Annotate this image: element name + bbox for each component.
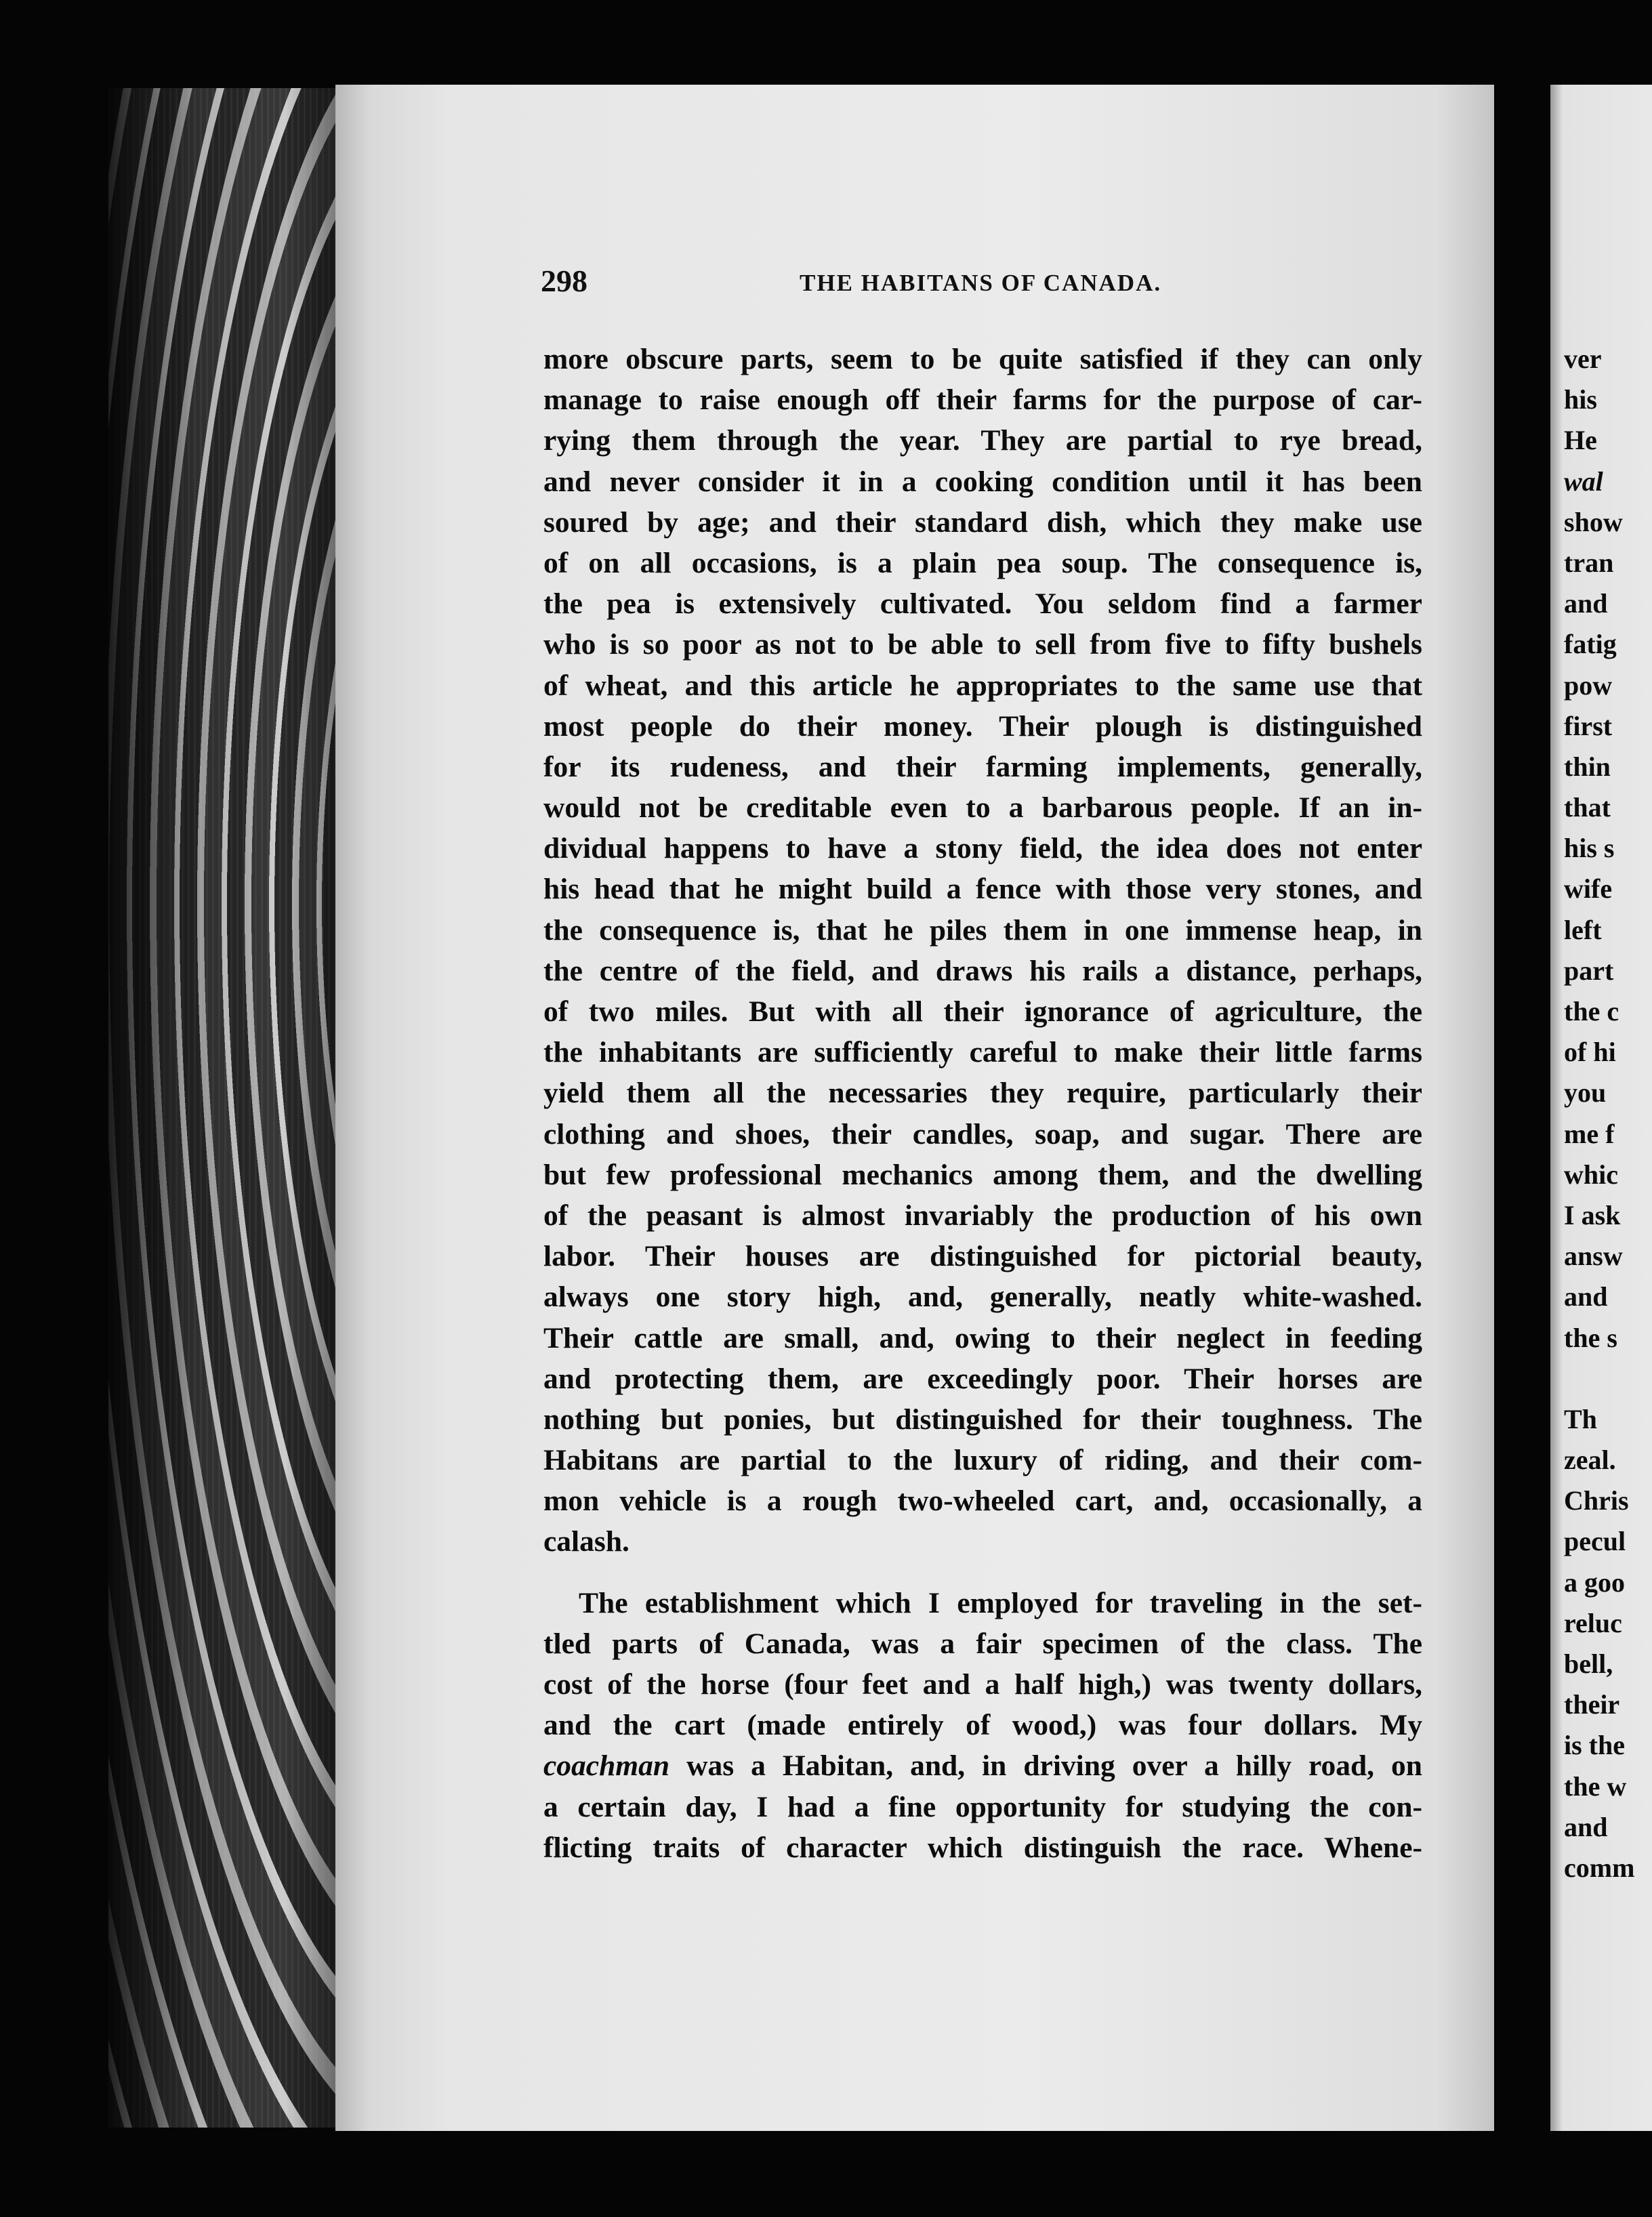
facing-page-fragment: is the [1564, 1730, 1625, 1761]
body-text [543, 339, 1422, 1868]
text-line: flicting traits of character which distinguish the race. Whene- [543, 1831, 1422, 1864]
facing-page-fragment: and [1564, 1281, 1608, 1312]
running-head: THE HABITANS OF CANADA. [800, 270, 1162, 296]
text-line: and the cart (made entirely of wood,) was four dollars. My [543, 1709, 1422, 1742]
text-line: his head that he might build a fence with those very stones, and [543, 873, 1422, 906]
facing-page-fragment: show [1564, 506, 1623, 537]
text-line: the pea is extensively cultivated. You seldom find a farmer [543, 587, 1422, 621]
text-line: The establishment which I employed for traveling in the set- [579, 1586, 1422, 1619]
facing-page-fragment: fatig [1564, 629, 1617, 660]
facing-page-fragment: He [1564, 425, 1597, 456]
text-line: of two miles. But with all their ignorance of agriculture, the [543, 995, 1422, 1028]
facing-page-fragment: ver [1564, 344, 1602, 374]
text-line: of the peasant is almost invariably the production of his own [543, 1199, 1422, 1232]
facing-page-fragment: part [1564, 955, 1614, 986]
text-line: calash. [543, 1525, 629, 1558]
facing-page-fragment: the c [1564, 996, 1619, 1027]
text-line: but few professional mechanics among them, and the dwelling [543, 1158, 1422, 1191]
text-line: yield them all the necessaries they require, particularly their [543, 1077, 1422, 1110]
facing-page-fragment: I ask [1564, 1199, 1621, 1230]
text-line: and protecting them, are exceedingly poor. Their horses are [543, 1362, 1422, 1395]
text-line: Habitans are partial to the luxury of riding, and their com- [543, 1444, 1422, 1477]
text-line: the consequence is, that he piles them in one immense heap, in [543, 913, 1422, 947]
facing-page-fragment: reluc [1564, 1607, 1622, 1638]
text-line: more obscure parts, seem to be quite satisfied if they can only [543, 343, 1422, 375]
text-line: a certain day, I had a fine opportunity for studying the con- [543, 1790, 1422, 1823]
text-line: labor. Their houses are distinguished for pictorial beauty, [543, 1240, 1422, 1273]
facing-page-fragment [1564, 1359, 1652, 1399]
facing-page-fragment: the w [1564, 1770, 1627, 1802]
facing-page-fragment: first [1564, 710, 1613, 741]
text-line: manage to raise enough off their farms for the purpose of car- [543, 384, 1422, 417]
facing-page-fragment: the s [1564, 1322, 1617, 1353]
facing-page-text [1564, 339, 1652, 1888]
facing-page-fragment: you [1564, 1077, 1607, 1108]
facing-page-fragment: me f [1564, 1118, 1615, 1149]
facing-page-fragment: of hi [1564, 1037, 1616, 1068]
facing-page-fragment: Chris [1564, 1485, 1629, 1516]
page-edge-shadow [108, 88, 359, 2128]
text-line: and never consider it in a cooking condition until it has been [543, 465, 1422, 498]
text-line: rying them through the year. They are partial to rye bread, [543, 424, 1422, 457]
facing-page-fragment: answ [1564, 1241, 1623, 1272]
facing-page-fragment: pow [1564, 669, 1613, 701]
facing-page-fragment: comm [1564, 1852, 1635, 1883]
facing-page-fragment: zeal. [1564, 1445, 1616, 1476]
facing-page-fragment: thin [1564, 751, 1611, 782]
text-line: of wheat, and this article he appropriates to the same use that [543, 669, 1422, 702]
text-line: who is so poor as not to be able to sell from five to fifty bushels [543, 628, 1422, 661]
text-line: nothing but ponies, but distinguished for their toughness. The [543, 1403, 1422, 1436]
text-line: would not be creditable even to a barbarous people. If an in- [543, 791, 1422, 825]
facing-page-fragment: bell, [1564, 1649, 1613, 1679]
facing-page-fragment: his s [1564, 833, 1615, 864]
text-line: the centre of the field, and draws his rails a distance, perhaps, [543, 954, 1422, 987]
facing-page-fragment: left [1564, 914, 1602, 945]
facing-page-fragment: a goo [1564, 1567, 1625, 1598]
paragraph-1 [543, 339, 1422, 1562]
text-line: tled parts of Canada, was a fair specimen of the class. The [543, 1627, 1422, 1660]
facing-page-fragment: wife [1564, 873, 1613, 905]
text-line: soured by age; and their standard dish, which they make use [543, 505, 1422, 539]
facing-page-fragment: Th [1564, 1403, 1597, 1434]
facing-page-fragment: and [1564, 588, 1608, 619]
text-line: dividual happens to have a stony field, the idea does not enter [543, 832, 1422, 865]
italic-word: coachman [543, 1749, 670, 1783]
text-line: for its rudeness, and their farming implements, generally, [543, 750, 1422, 783]
facing-page-fragment: that [1564, 792, 1611, 823]
text-line: always one story high, and, generally, neatly white-washed. [543, 1281, 1422, 1314]
text-span: was a Habitan, and, in driving over a hilly road, on [669, 1749, 1422, 1783]
text-line: Their cattle are small, and, owing to their neglect in feeding [543, 1321, 1422, 1354]
paragraph-2 [543, 1583, 1422, 1868]
facing-page-fragment: his [1564, 384, 1597, 415]
facing-page-fragment: pecul [1564, 1526, 1626, 1557]
page-number: 298 [541, 264, 587, 298]
facing-page-fragment: their [1564, 1689, 1620, 1720]
text-line: the inhabitants are sufficiently careful to make their little farms [543, 1036, 1422, 1069]
text-line: mon vehicle is a rough two-wheeled cart, and, occasionally, a [543, 1485, 1422, 1518]
text-line: most people do their money. Their plough is distinguished [543, 709, 1422, 743]
text-line: clothing and shoes, their candles, soap, and sugar. There are [543, 1117, 1422, 1151]
facing-page-fragment: and [1564, 1811, 1608, 1842]
text-line [543, 1745, 1422, 1786]
text-line: cost of the horse (four feet and a half high,) was twenty dollars, [543, 1668, 1422, 1701]
facing-page-fragment: wal [1564, 465, 1603, 497]
text-line: of on all occasions, is a plain pea soup. The consequence is, [543, 546, 1422, 579]
facing-page-fragment: tran [1564, 547, 1614, 578]
facing-page-fragment: whic [1564, 1159, 1618, 1190]
